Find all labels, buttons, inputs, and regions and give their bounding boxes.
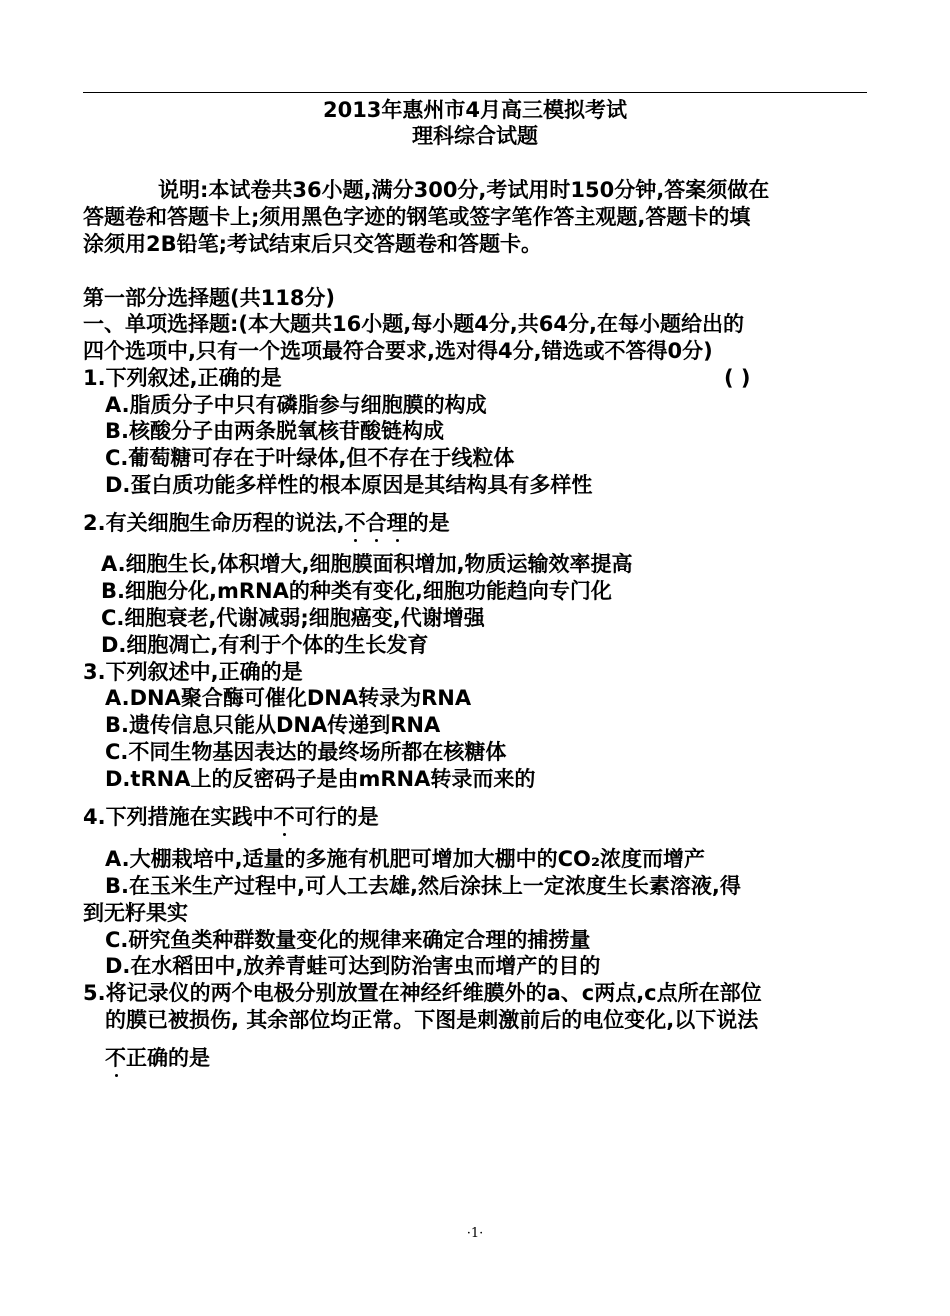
q4-emphasis: 不: [273, 805, 295, 829]
q3-option-c: C.不同生物基因表达的最终场所都在核糖体: [105, 740, 507, 764]
q4-option-b: B.在玉米生产过程中,可人工去雄,然后涂抹上一定浓度生长素溶液,得: [105, 874, 741, 898]
q5-line-3: [105, 1045, 210, 1071]
q1-answer-paren: ( ): [724, 366, 751, 390]
q1-stem: 1.下列叙述,正确的是: [83, 366, 282, 390]
q1-option-a: A.脂质分子中只有磷脂参与细胞膜的构成: [105, 393, 487, 417]
instructions-line-3: 涂须用2B铅笔;考试结束后只交答题卷和答题卡。: [83, 232, 543, 256]
q4-option-c: C.研究鱼类种群数量变化的规律来确定合理的捕捞量: [105, 928, 591, 952]
instructions-line-1: 说明:本试卷共36小题,满分300分,考试用时150分钟,答案须做在: [158, 178, 770, 202]
q2-option-a: A.细胞生长,体积增大,细胞膜面积增加,物质运输效率提高: [101, 552, 633, 576]
q2-option-b: B.细胞分化,mRNA的种类有变化,细胞功能趋向专门化: [101, 579, 612, 603]
q2-stem-end: 的是: [407, 511, 450, 535]
q3-option-b: B.遗传信息只能从DNA传递到RNA: [105, 713, 441, 737]
q5-line-1: 5.将记录仪的两个电极分别放置在神经纤维膜外的a、c两点,c点所在部位: [83, 981, 762, 1005]
q4-option-d: D.在水稻田中,放养青蛙可达到防治害虫而增产的目的: [105, 954, 601, 978]
q5-line-3-text: 正确的是: [126, 1046, 210, 1070]
q2-option-d: D.细胞凋亡,有利于个体的生长发育: [101, 633, 429, 657]
exam-title: 2013年惠州市4月高三模拟考试: [322, 98, 628, 122]
q1-option-b: B.核酸分子由两条脱氧核苷酸链构成: [105, 419, 444, 443]
part-instruction-1: 一、单项选择题:(本大题共16小题,每小题4分,共64分,在每小题给出的: [83, 312, 744, 336]
q4-stem: [83, 804, 379, 830]
page-number: ·1·: [466, 1226, 484, 1241]
q4-stem-end: 可行的是: [294, 805, 379, 829]
q3-option-d: D.tRNA上的反密码子是由mRNA转录而来的: [105, 767, 536, 791]
q4-option-a: A.大棚栽培中,适量的多施有机肥可增加大棚中的CO₂浓度而增产: [105, 847, 706, 871]
q3-option-a: A.DNA聚合酶可催化DNA转录为RNA: [105, 686, 472, 710]
q1-option-c: C.葡萄糖可存在于叶绿体,但不存在于线粒体: [105, 446, 515, 470]
q5-emphasis: 不: [105, 1046, 126, 1070]
part-instruction-2: 四个选项中,只有一个选项最符合要求,选对得4分,错选或不答得0分): [83, 339, 713, 363]
section-title: 第一部分选择题(共118分): [83, 286, 336, 310]
q2-emphasis-1: 不: [344, 511, 366, 535]
instructions-line-2: 答题卷和答题卡上;须用黑色字迹的钢笔或签字笔作答主观题,答题卡的填: [83, 205, 751, 229]
q2-option-c: C.细胞衰老,代谢减弱;细胞癌变,代谢增强: [101, 606, 485, 630]
q2-stem: [83, 510, 450, 536]
q3-stem: 3.下列叙述中,正确的是: [83, 660, 303, 684]
q2-emphasis-2: 合: [365, 511, 387, 535]
q4-option-b-cont: 到无籽果实: [83, 901, 188, 925]
q4-stem-text: 4.下列措施在实践中: [83, 805, 274, 829]
exam-subtitle: 理科综合试题: [412, 124, 538, 148]
q2-stem-text: 2.有关细胞生命历程的说法,: [83, 511, 345, 535]
q5-line-2: 的膜已被损伤, 其余部位均正常。下图是刺激前后的电位变化,以下说法: [105, 1008, 759, 1032]
q1-option-d: D.蛋白质功能多样性的根本原因是其结构具有多样性: [105, 473, 593, 497]
header-rule: [83, 92, 867, 93]
q2-emphasis-3: 理: [386, 511, 408, 535]
